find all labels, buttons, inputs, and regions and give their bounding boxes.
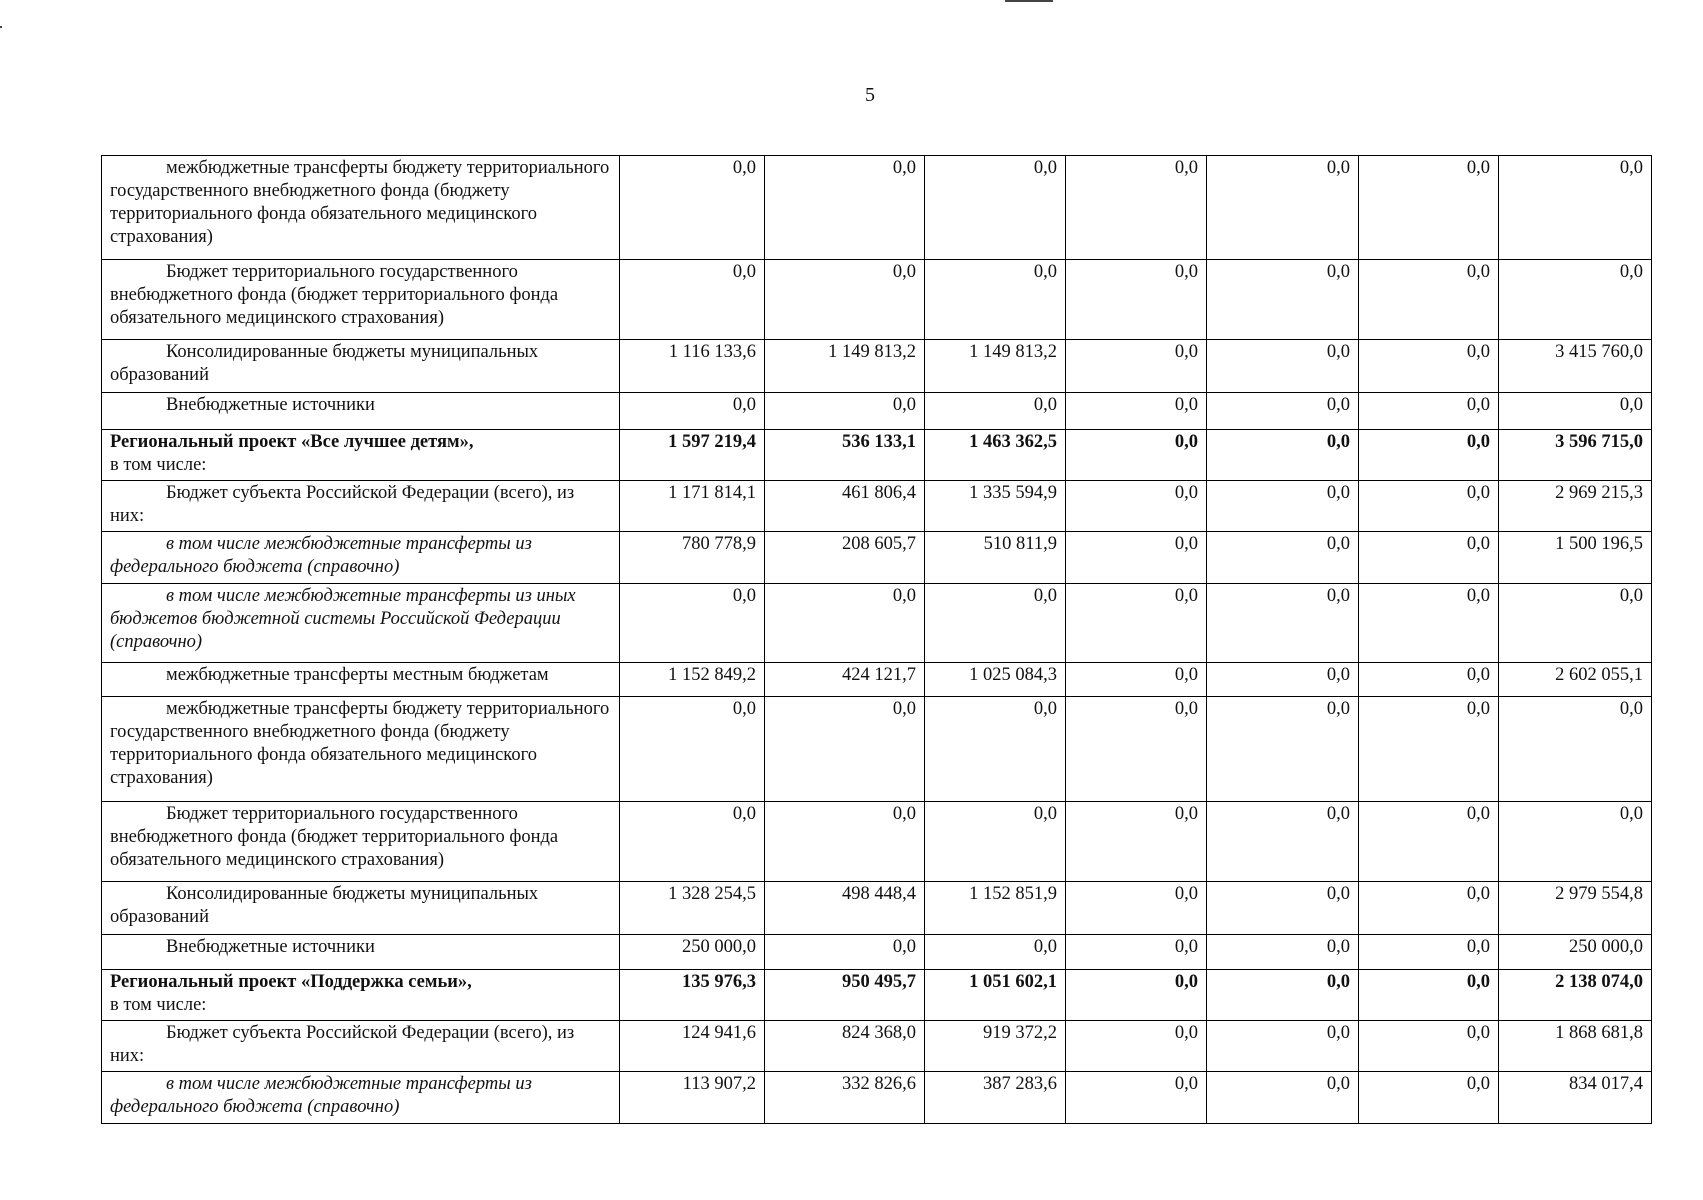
table-row	[102, 663, 1652, 697]
value-cell: 0,0	[620, 156, 765, 260]
value-cell: 1 152 851,9	[925, 882, 1066, 935]
value-cell: 834 017,4	[1499, 1072, 1652, 1124]
value-cell: 0,0	[1499, 697, 1652, 802]
value-cell: 0,0	[1207, 663, 1359, 697]
value-cell: 461 806,4	[765, 481, 925, 532]
value-cell: 1 171 814,1	[620, 481, 765, 532]
value-cell: 0,0	[1499, 393, 1652, 430]
value-cell: 0,0	[1207, 935, 1359, 970]
row-label	[102, 802, 620, 882]
table-row	[102, 584, 1652, 663]
value-cell: 0,0	[1207, 1021, 1359, 1072]
row-label-text: межбюджетные трансферты бюджету территориального государственного внебюджетного фонда (бюджету территориального фонда обязательного медицинского страхования)	[110, 158, 610, 247]
value-cell: 0,0	[1359, 532, 1499, 584]
value-cell: 208 605,7	[765, 532, 925, 584]
table-row	[102, 481, 1652, 532]
value-cell: 0,0	[1066, 584, 1207, 663]
value-cell: 1 116 133,6	[620, 340, 765, 393]
value-cell: 0,0	[1066, 970, 1207, 1021]
row-label-text: Бюджет территориального государственного внебюджетного фонда (бюджет территориального фонда обязательного медицинского страхования)	[110, 262, 559, 328]
value-cell: 0,0	[1207, 802, 1359, 882]
value-cell: 0,0	[620, 584, 765, 663]
value-cell: 0,0	[1207, 584, 1359, 663]
value-cell: 0,0	[1359, 260, 1499, 340]
row-label-subtext: в том числе:	[110, 995, 207, 1015]
row-label	[102, 1072, 620, 1124]
row-label	[102, 532, 620, 584]
value-cell: 0,0	[1207, 481, 1359, 532]
value-cell: 2 138 074,0	[1499, 970, 1652, 1021]
value-cell: 0,0	[1207, 1072, 1359, 1124]
value-cell: 424 121,7	[765, 663, 925, 697]
value-cell: 250 000,0	[1499, 935, 1652, 970]
value-cell: 0,0	[1359, 802, 1499, 882]
value-cell: 1 051 602,1	[925, 970, 1066, 1021]
value-cell: 0,0	[765, 393, 925, 430]
value-cell: 0,0	[765, 697, 925, 802]
page-number: 5	[865, 84, 875, 106]
value-cell: 0,0	[1359, 970, 1499, 1021]
value-cell: 0,0	[1359, 1021, 1499, 1072]
value-cell: 0,0	[1066, 1072, 1207, 1124]
value-cell: 1 463 362,5	[925, 430, 1066, 481]
value-cell: 135 976,3	[620, 970, 765, 1021]
row-label-text: в том числе межбюджетные трансферты из федерального бюджета (справочно)	[110, 1074, 532, 1117]
value-cell: 0,0	[1359, 156, 1499, 260]
value-cell: 0,0	[765, 156, 925, 260]
row-label	[102, 393, 620, 430]
value-cell: 0,0	[1066, 882, 1207, 935]
value-cell: 0,0	[1359, 882, 1499, 935]
value-cell: 0,0	[620, 697, 765, 802]
table-row	[102, 532, 1652, 584]
row-label	[102, 260, 620, 340]
row-label-text: Внебюджетные источники	[166, 937, 375, 957]
value-cell: 0,0	[1066, 697, 1207, 802]
value-cell: 387 283,6	[925, 1072, 1066, 1124]
value-cell: 0,0	[1359, 584, 1499, 663]
value-cell: 950 495,7	[765, 970, 925, 1021]
table-row	[102, 1072, 1652, 1124]
row-label-text: в том числе межбюджетные трансферты из федерального бюджета (справочно)	[110, 534, 532, 577]
value-cell: 0,0	[1066, 532, 1207, 584]
row-label	[102, 970, 620, 1021]
value-cell: 536 133,1	[765, 430, 925, 481]
table-row	[102, 882, 1652, 935]
value-cell: 0,0	[1499, 156, 1652, 260]
row-label	[102, 584, 620, 663]
value-cell: 0,0	[1207, 393, 1359, 430]
value-cell: 0,0	[925, 156, 1066, 260]
value-cell: 0,0	[1066, 156, 1207, 260]
value-cell: 0,0	[1066, 935, 1207, 970]
table-row	[102, 935, 1652, 970]
value-cell: 0,0	[925, 802, 1066, 882]
row-label-text: Региональный проект «Поддержка семьи»,	[110, 972, 472, 992]
value-cell: 824 368,0	[765, 1021, 925, 1072]
row-label-text: Консолидированные бюджеты муниципальных образований	[110, 884, 539, 927]
value-cell: 250 000,0	[620, 935, 765, 970]
value-cell: 0,0	[1066, 340, 1207, 393]
value-cell: 0,0	[1207, 156, 1359, 260]
row-label	[102, 935, 620, 970]
value-cell: 0,0	[620, 393, 765, 430]
row-label-text: Бюджет территориального государственного внебюджетного фонда (бюджет территориального фонда обязательного медицинского страхования)	[110, 804, 559, 870]
scan-speck	[0, 26, 2, 28]
value-cell: 498 448,4	[765, 882, 925, 935]
row-label-text: межбюджетные трансферты бюджету территориального государственного внебюджетного фонда (бюджету территориального фонда обязательного медицинского страхования)	[110, 699, 610, 788]
value-cell: 3 415 760,0	[1499, 340, 1652, 393]
value-cell: 0,0	[620, 260, 765, 340]
value-cell: 0,0	[1066, 430, 1207, 481]
value-cell: 3 596 715,0	[1499, 430, 1652, 481]
row-label	[102, 882, 620, 935]
value-cell: 0,0	[1066, 802, 1207, 882]
value-cell: 0,0	[1207, 430, 1359, 481]
table-row	[102, 430, 1652, 481]
value-cell: 0,0	[1066, 260, 1207, 340]
value-cell: 0,0	[1499, 802, 1652, 882]
value-cell: 0,0	[1359, 697, 1499, 802]
table-row	[102, 970, 1652, 1021]
row-label-text: Бюджет субъекта Российской Федерации (всего), из них:	[110, 483, 575, 526]
value-cell: 0,0	[1359, 663, 1499, 697]
row-label-text: Внебюджетные источники	[166, 395, 375, 415]
value-cell: 0,0	[1207, 260, 1359, 340]
value-cell: 0,0	[765, 584, 925, 663]
value-cell: 1 152 849,2	[620, 663, 765, 697]
value-cell: 0,0	[1207, 970, 1359, 1021]
value-cell: 1 328 254,5	[620, 882, 765, 935]
value-cell: 0,0	[925, 697, 1066, 802]
value-cell: 0,0	[1359, 1072, 1499, 1124]
value-cell: 0,0	[1499, 260, 1652, 340]
value-cell: 1 597 219,4	[620, 430, 765, 481]
value-cell: 0,0	[1066, 481, 1207, 532]
value-cell: 0,0	[925, 260, 1066, 340]
table-row	[102, 393, 1652, 430]
row-label-subtext: в том числе:	[110, 455, 207, 475]
value-cell: 0,0	[1499, 584, 1652, 663]
value-cell: 0,0	[1359, 481, 1499, 532]
row-label-text: межбюджетные трансферты местным бюджетам	[166, 665, 549, 685]
value-cell: 2 602 055,1	[1499, 663, 1652, 697]
row-label	[102, 481, 620, 532]
value-cell: 1 149 813,2	[925, 340, 1066, 393]
value-cell: 0,0	[1066, 393, 1207, 430]
table-row	[102, 156, 1652, 260]
value-cell: 0,0	[765, 935, 925, 970]
value-cell: 0,0	[925, 393, 1066, 430]
row-label	[102, 663, 620, 697]
value-cell: 510 811,9	[925, 532, 1066, 584]
value-cell: 0,0	[1359, 340, 1499, 393]
value-cell: 1 500 196,5	[1499, 532, 1652, 584]
value-cell: 0,0	[1066, 1021, 1207, 1072]
value-cell: 0,0	[1359, 393, 1499, 430]
row-label-text: в том числе межбюджетные трансферты из иных бюджетов бюджетной системы Российской Федерации (справочно)	[110, 586, 576, 652]
value-cell: 0,0	[620, 802, 765, 882]
table-row	[102, 802, 1652, 882]
value-cell: 1 149 813,2	[765, 340, 925, 393]
value-cell: 113 907,2	[620, 1072, 765, 1124]
table-row	[102, 260, 1652, 340]
value-cell: 1 868 681,8	[1499, 1021, 1652, 1072]
row-label-text: Консолидированные бюджеты муниципальных образований	[110, 342, 539, 385]
table-row	[102, 340, 1652, 393]
row-label	[102, 156, 620, 260]
row-label	[102, 1021, 620, 1072]
scan-line	[1005, 0, 1053, 2]
value-cell: 0,0	[1066, 663, 1207, 697]
value-cell: 124 941,6	[620, 1021, 765, 1072]
value-cell: 332 826,6	[765, 1072, 925, 1124]
value-cell: 1 025 084,3	[925, 663, 1066, 697]
row-label	[102, 430, 620, 481]
value-cell: 0,0	[1207, 882, 1359, 935]
value-cell: 2 969 215,3	[1499, 481, 1652, 532]
value-cell: 0,0	[1207, 532, 1359, 584]
value-cell: 2 979 554,8	[1499, 882, 1652, 935]
value-cell: 0,0	[765, 260, 925, 340]
value-cell: 0,0	[1359, 430, 1499, 481]
value-cell: 0,0	[925, 584, 1066, 663]
value-cell: 0,0	[1359, 935, 1499, 970]
value-cell: 0,0	[1207, 340, 1359, 393]
table-row	[102, 1021, 1652, 1072]
value-cell: 0,0	[925, 935, 1066, 970]
value-cell: 0,0	[765, 802, 925, 882]
budget-table	[101, 155, 1652, 1124]
value-cell: 1 335 594,9	[925, 481, 1066, 532]
value-cell: 0,0	[1207, 697, 1359, 802]
value-cell: 919 372,2	[925, 1021, 1066, 1072]
row-label	[102, 340, 620, 393]
row-label-text: Региональный проект «Все лучшее детям»,	[110, 432, 474, 452]
row-label	[102, 697, 620, 802]
value-cell: 780 778,9	[620, 532, 765, 584]
row-label-text: Бюджет субъекта Российской Федерации (всего), из них:	[110, 1023, 575, 1066]
table-row	[102, 697, 1652, 802]
